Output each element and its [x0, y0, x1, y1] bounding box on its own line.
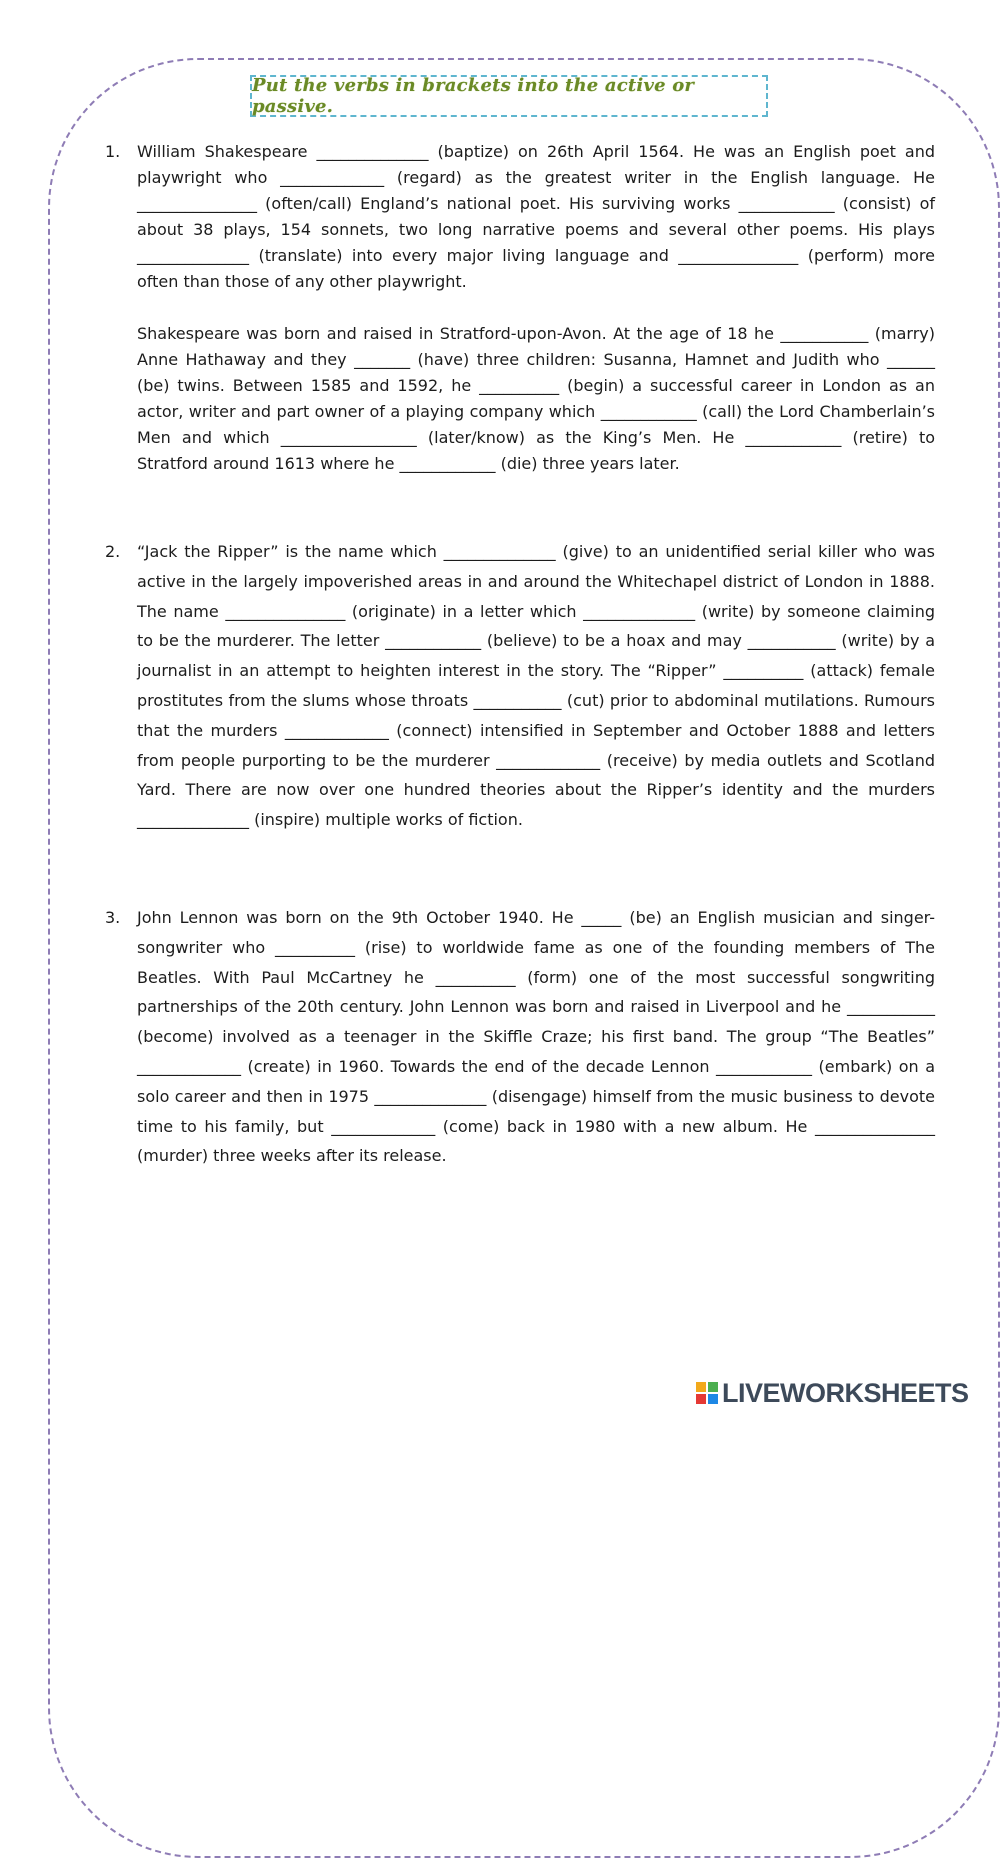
instruction-box	[250, 75, 768, 117]
logo-square-icon	[708, 1382, 718, 1392]
exercise-3	[105, 903, 935, 1171]
exercise-2	[105, 537, 935, 835]
exercise-number: 3.	[105, 908, 121, 927]
instruction-title: Put the verbs in brackets into the active or passive.	[252, 75, 695, 117]
liveworksheets-logo[interactable]	[696, 1376, 969, 1410]
logo-grid-icon	[696, 1382, 718, 1404]
logo-square-icon	[696, 1382, 706, 1392]
logo-square-icon	[696, 1394, 706, 1404]
logo-square-icon	[708, 1394, 718, 1404]
exercise-paragraph: William Shakespeare ______________ (baptize) on 26th April 1564. He was an English poet and playwright who _____________ (regard) as the greatest writer in the English language. He _______________ (often/call) England’s national poet. His surviving works ____________ (consist) of about 38 plays, 154 sonnets, two long narrative poems and several other poems. His plays ______________ (translate) into every major living language and _______________ (perform) more often than those of any other playwright.	[137, 142, 935, 291]
exercise-paragraph: Shakespeare was born and raised in Stratford-upon-Avon. At the age of 18 he ___________ (marry) Anne Hathaway and they _______ (have) three children: Susanna, Hamnet and Judith who ______ (be) twins. Between 1585 and 1592, he __________ (begin) a successful career in London as an actor, writer and part owner of a playing company which ____________ (call) the Lord Chamberlain’s Men and which _________________ (later/know) as the King’s Men. He ____________ (retire) to Stratford around 1613 where he ____________ (die) three years later.	[137, 324, 935, 473]
exercise-1	[105, 139, 935, 477]
exercise-number: 2.	[105, 542, 121, 561]
exercise-paragraph: “Jack the Ripper” is the name which ______________ (give) to an unidentified serial killer who was active in the largely impoverished areas in and around the Whitechapel district of London in 1888. The name _______________ (originate) in a letter which ______________ (write) by someone claiming to be the murderer. The letter ____________ (believe) to be a hoax and may ___________ (write) by a journalist in an attempt to heighten interest in the story. The “Ripper” __________ (attack) female prostitutes from the slums whose throats ___________ (cut) prior to abdominal mutilations. Rumours that the murders _____________ (connect) intensified in September and October 1888 and letters from people purporting to be the murderer _____________ (receive) by media outlets and Scotland Yard. There are now over one hundred theories about the Ripper’s identity and the murders ______________ (inspire) multiple works of fiction.	[137, 542, 935, 830]
logo-text: LIVEWORKSHEETS	[722, 1377, 969, 1408]
exercise-paragraph: John Lennon was born on the 9th October 1940. He _____ (be) an English musician and singer-songwriter who __________ (rise) to worldwide fame as one of the founding members of The Beatles. With Paul McCartney he __________ (form) one of the most successful songwriting partnerships of the 20th century. John Lennon was born and raised in Liverpool and he ___________ (become) involved as a teenager in the Skiffle Craze; his first band. The group “The Beatles” _____________ (create) in 1960. Towards the end of the decade Lennon ____________ (embark) on a solo career and then in 1975 ______________ (disengage) himself from the music business to devote time to his family, but _____________ (come) back in 1980 with a new album. He _______________ (murder) three weeks after its release.	[137, 908, 935, 1166]
exercise-number: 1.	[105, 142, 121, 161]
